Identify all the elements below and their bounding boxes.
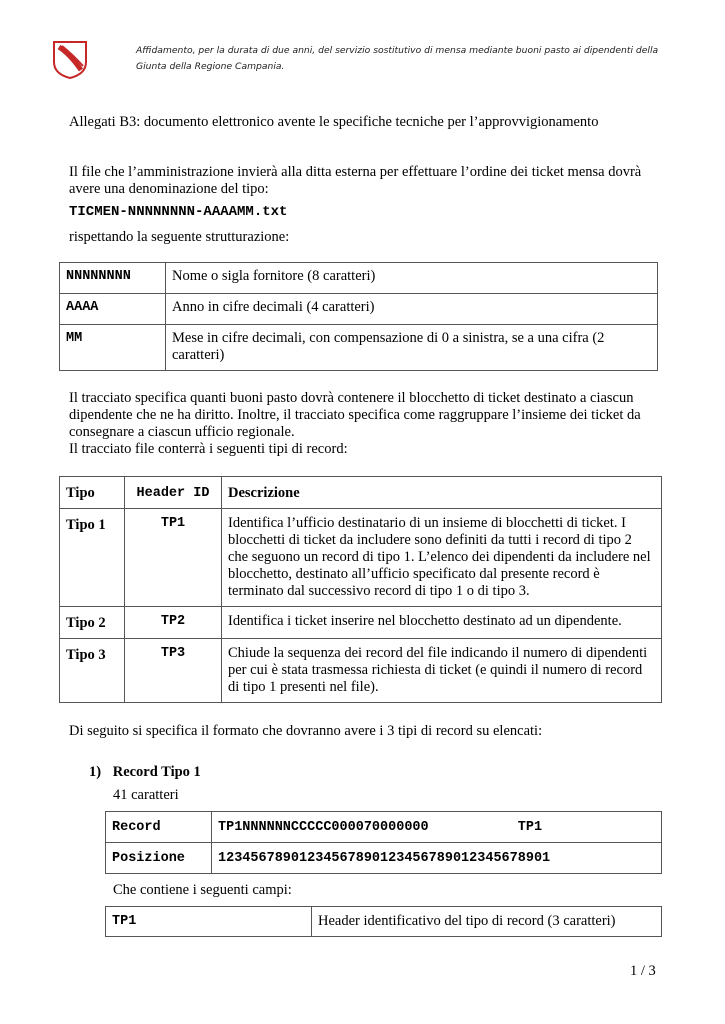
field-code: MM [60,325,166,371]
record-layout-table [105,811,662,874]
section-title: Record Tipo 1 [112,764,201,780]
document-header [136,43,676,75]
field-description: Anno in cifre decimali (4 caratteri) [166,294,658,325]
record-label: Record [106,812,212,843]
intro-line-1: Il file che l’amministrazione invierà alla ditta esterna per effettuare l’ordine dei ticket mensa dovrà [69,164,642,180]
record-tipo: Tipo 1 [60,509,125,607]
record-tipo: Tipo 3 [60,639,125,703]
record-id: TP2 [125,607,222,639]
document-title: Allegati B3: documento elettronico avente le specifiche tecniche per l’approvvigionamento [69,114,599,130]
region-logo [52,40,88,80]
intro-line-3: rispettando la seguente strutturazione: [69,229,290,245]
record-id: TP3 [125,639,222,703]
fields-table [105,906,662,937]
section-number: 1) [89,764,102,780]
record-desc: Identifica i ticket inserire nel blocchetto destinato ad un dipendente. [222,607,662,639]
format-intro: Di seguito si specifica il formato che dovranno avere i 3 tipi di record su elencati: [69,723,543,739]
table-row [106,843,662,874]
record-desc: Identifica l’ufficio destinatario di un insieme di blocchetti di ticket. I blocchetti di ticket da includere sono definiti da tutti i record di tipo 2 che seguono un record di tipo 1. L’elenco dei dipendenti da includere nel blocchetto, destinato all’ufficio specificato dal presente record è terminato dal successivo record di tipo 1 o di tipo 3. [222,509,662,607]
char-count: 41 caratteri [113,787,179,803]
field-code: AAAA [60,294,166,325]
table-row [60,509,662,607]
filename-structure-table [59,262,658,371]
para-line: Il tracciato specifica quanti buoni pasto dovrà contenere il blocchetto di ticket destinato a ciascun [69,390,634,406]
record-id: TP1 [125,509,222,607]
para-line: Il tracciato file conterrà i seguenti tipi di record: [69,441,348,457]
header-id: Header ID [125,477,222,509]
record-value: TP1NNNNNNCCCCC000070000000 TP1 [212,812,662,843]
record-types-table [59,476,662,703]
tracciato-paragraph [69,390,669,458]
record-desc: Chiude la sequenza dei record del file indicando il numero di dipendenti per cui è stata trasmessa richiesta di ticket (e quindi il numero di record di tipo 1 presenti nel file). [222,639,662,703]
section-heading [89,764,201,781]
fields-intro: Che contiene i seguenti campi: [113,882,292,898]
table-row [60,639,662,703]
table-row [60,263,658,294]
table-row [60,294,658,325]
header-line-1: Affidamento, per la durata di due anni, del servizio sostitutivo di mensa mediante buoni pasto ai dipendenti della [136,45,659,56]
header-descrizione: Descrizione [222,477,662,509]
field-description: Header identificativo del tipo di record (3 caratteri) [312,907,662,937]
intro-line-2: avere una denominazione del tipo: [69,181,269,197]
record-tipo: Tipo 2 [60,607,125,639]
header-line-2: Giunta della Regione Campania. [136,61,285,72]
table-header-row [60,477,662,509]
para-line: consegnare a ciascun ufficio regionale. [69,424,295,440]
table-row [60,325,658,371]
para-line: dipendente che ne ha diritto. Inoltre, il tracciato specifica come raggruppare l’insieme dei ticket da [69,407,641,423]
field-description: Mese in cifre decimali, con compensazione di 0 a sinistra, se a una cifra (2 caratteri) [166,325,658,371]
filename-pattern: TICMEN-NNNNNNNN-AAAAMM.txt [69,204,288,220]
table-row [60,607,662,639]
header-tipo: Tipo [60,477,125,509]
intro-paragraph [69,164,669,198]
position-label: Posizione [106,843,212,874]
position-value: 12345678901234567890123456789012345678901 [212,843,662,874]
page-number: 1 / 3 [630,963,656,979]
table-row [106,812,662,843]
table-row [106,907,662,937]
field-code: NNNNNNNN [60,263,166,294]
field-code: TP1 [106,907,312,937]
field-description: Nome o sigla fornitore (8 caratteri) [166,263,658,294]
